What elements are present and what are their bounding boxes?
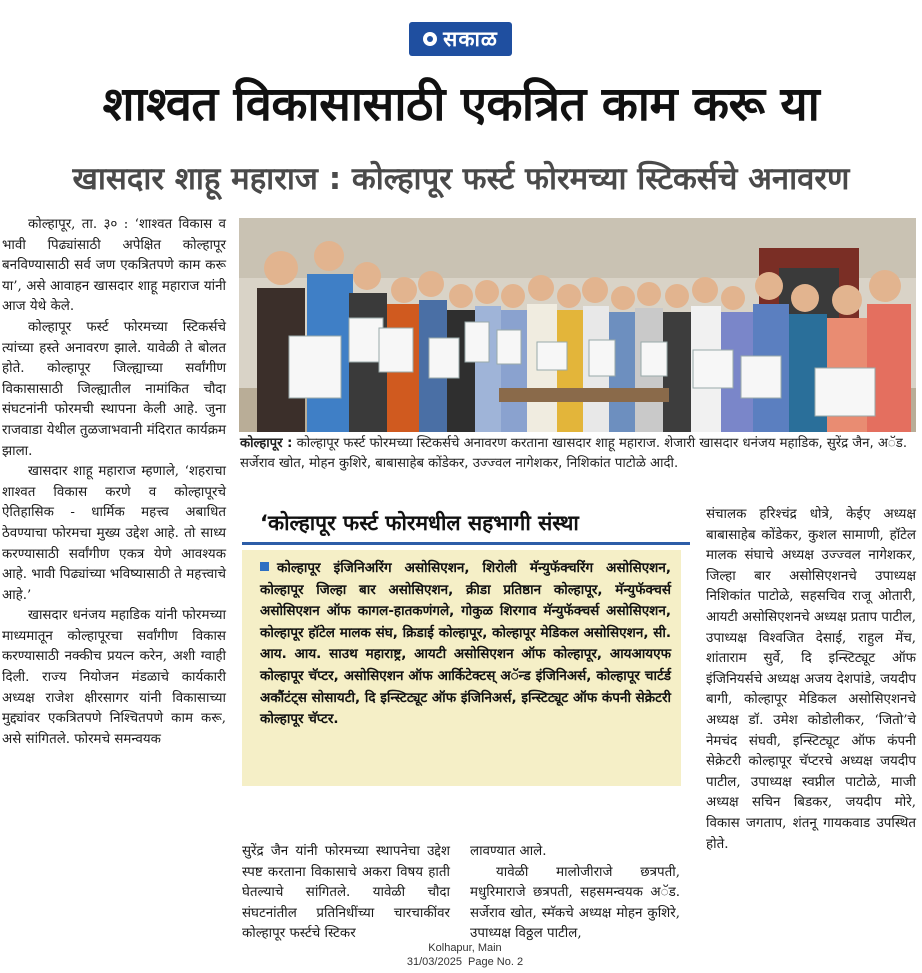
article-paragraph: यावेळी मालोजीराजे छत्रपती, मधुरिमाराजे छत्रपती, सहसमन्वयक अॅड. सर्जेराव खोत, स्मॅकचे अध्यक्ष मोहन कुशिरे, उपाध्यक्ष विठ्ठल पाटील, (470, 864, 680, 942)
caption-place: कोल्हापूर : (240, 436, 293, 451)
logo-text: सकाळ (443, 27, 498, 51)
caption-text: कोल्हापूर फर्स्ट फोरमच्या स्टिकर्सचे अनावरण करताना खासदार शाहू महाराज. शेजारी खासदार धनंजय महाडिक, सुरेंद्र जैन, अॅड. सर्जेराव खोत, मोहन कुशिरे, बाबासाहेब कोंडेकर, उज्ज्वल नागेशकर, निशिकांत पाटोळे आदी. (240, 436, 908, 471)
logo-emblem-icon (423, 32, 437, 46)
infobox-divider (242, 542, 690, 545)
infobox-text: कोल्हापूर इंजिनिअरिंग असोसिएशन, शिरोली मॅन्युफॅक्चरिंग असोसिएशन, कोल्हापूर जिल्हा बार असोसिएशन, क्रीडा प्रतिष्ठान कोल्हापूर, मॅन्युफॅक्चर्स असोसिएशन ऑफ कागल-हातकणंगले, गोकुळ शिरगाव मॅन्युफॅक्चर्स असोसिएशन, कोल्हापूर हॉटेल मालक संघ, क्रिडाई कोल्हापूर, कोल्हापूर मेडिकल असोसिएशन, सी. आय. आय. साउथ महाराष्ट्र, आयटी असोसिएशन ऑफ कोल्हापूर, आयआयएफ कोल्हापूर चॅप्टर, असोसिएशन ऑफ आर्किटेक्टस् अॅन्ड इंजिनिअर्स, कोल्हापूर चार्टर्ड अकौंटंट्स सोसायटी, दि इन्स्टिट्यूट ऑफ इंजिनिअर्स, इन्स्टिट्यूट ऑफ कंपनी सेक्रेटरी कोल्हापूर चॅप्टर. (260, 560, 671, 728)
edition-label: Kolhapur, Main (428, 942, 502, 954)
article-paragraph: खासदार शाहू महाराज म्हणाले, ‘शहराचा शाश्वत विकास करणे व कोल्हापूरचे ऐतिहासिक - धार्मिक महत्त्व अबाधित ठेवण्याचा फोरमचा मुख्य उद्देश आहे. तो साध्य करण्यासाठी सर्वांगीण एकत्र येणे आवश्यक आहे. भावी पिढ्यांच्या भविष्यासाठी ते महत्त्वाचे आहे.’ (2, 464, 226, 603)
article-paragraph: कोल्हापूर फर्स्ट फोरमच्या स्टिकर्सचे त्यांच्या हस्ते अनावरण झाले. यावेळी ते बोलत होते. कोल्हापूर जिल्ह्याच्या सर्वांगीण विकासासाठी जिल्ह्यातील नामांकित चौदा संघटनांनी फोरमची स्थापना केली आहे. जुना राजवाडा येथील तुळजाभवानी मंदिरात कार्यक्रम झाला. (2, 319, 226, 459)
photo-caption (240, 434, 918, 474)
subheadline: खासदार शाहू महाराज : कोल्हापूर फर्स्ट फोरमच्या स्टिकर्सचे अनावरण (72, 161, 850, 197)
sakal-logo (409, 22, 512, 56)
article-paragraph: सुरेंद्र जैन यांनी फोरमच्या स्थापनेचा उद्देश स्पष्ट करताना विकासाचे अकरा विषय हाती घेतल्याचे सांगितले. यावेळी चौदा संघटनांतील प्रतिनिधींच्या चारचाकींवर कोल्हापूर फर्स्टचे स्टिकर (242, 844, 450, 942)
article-paragraph: कोल्हापूर, ता. ३० : ‘शाश्वत विकास व भावी पिढ्यांसाठी अपेक्षित कोल्हापूर बनविण्यासाठी सर्व जण एकत्रितपणे काम करू या’, असे आवाहन खासदार शाहू महाराज यांनी आज येथे केले. (2, 217, 226, 315)
infobox (242, 550, 681, 786)
headline: शाश्वत विकासासाठी एकत्रित काम करू या (102, 77, 820, 132)
square-bullet-icon (260, 562, 269, 571)
article-paragraph: लावण्यात आले. (470, 844, 547, 859)
article-column-2 (242, 842, 450, 945)
article-column-4 (706, 505, 916, 855)
article-paragraph: संचालक हरिश्चंद्र धोत्रे, केईए अध्यक्ष बाबासाहेब कोंडेकर, कुशल सामाणी, हॉटेल मालक संघाचे अध्यक्ष उज्ज्वल नागेशकर, जिल्हा बार असोसिएशनचे उपाध्यक्ष निशिकांत पाटोळे, सहसचिव राजू ओतारी, आयटी असोसिएशनचे अध्यक्ष प्रताप पाटील, उपाध्यक्ष विश्वजित देसाई, राहुल मेंच, शांताराम सुर्वे, दि इन्स्टिट्यूट ऑफ इंजिनियर्सचे अध्यक्ष अजय देशपांडे, जयदीप बागी, कोल्हापूर मेडिकल असोसिएशनचे अध्यक्ष डॉ. उमेश कोडोलीकर, ‘जितो’चे नेमचंद संघवी, इन्स्टिट्यूट ऑफ कंपनी सेक्रेटरी कोल्हापूर चॅप्टरचे अध्यक्ष जयदीप पाटील, उपाध्यक्ष स्वप्नील पाटोळे, माजी अध्यक्ष सचिन बिडकर, जयदीप मोरे, विकास जगताप, शंतनू गायकवाड उपस्थित होते. (706, 507, 916, 852)
article-column-3 (470, 842, 680, 945)
event-photo (239, 218, 916, 432)
article-column-1 (2, 215, 226, 750)
article-paragraph: खासदार धनंजय महाडिक यांनी फोरमच्या माध्यमातून कोल्हापूरचा सर्वांगीण विकास करण्यासाठी नक्कीच प्रयत्न करेन, अशी ग्वाही दिली. राज्य नियोजन मंडळाचे कार्यकारी अध्यक्ष राजेश क्षीरसागर यांनी विकासाच्या मुद्द्यांवर एकत्रितपणे निश्चितपणे काम करू, असे सांगितले. फोरमचे समन्वयक (2, 608, 226, 747)
date-page-label: 31/03/2025 Page No. 2 (406, 956, 524, 968)
group-photo-illustration (239, 218, 916, 432)
infobox-title: ‘कोल्हापूर फर्स्ट फोरमधील सहभागी संस्था (260, 511, 579, 535)
page-footer (395, 941, 535, 969)
